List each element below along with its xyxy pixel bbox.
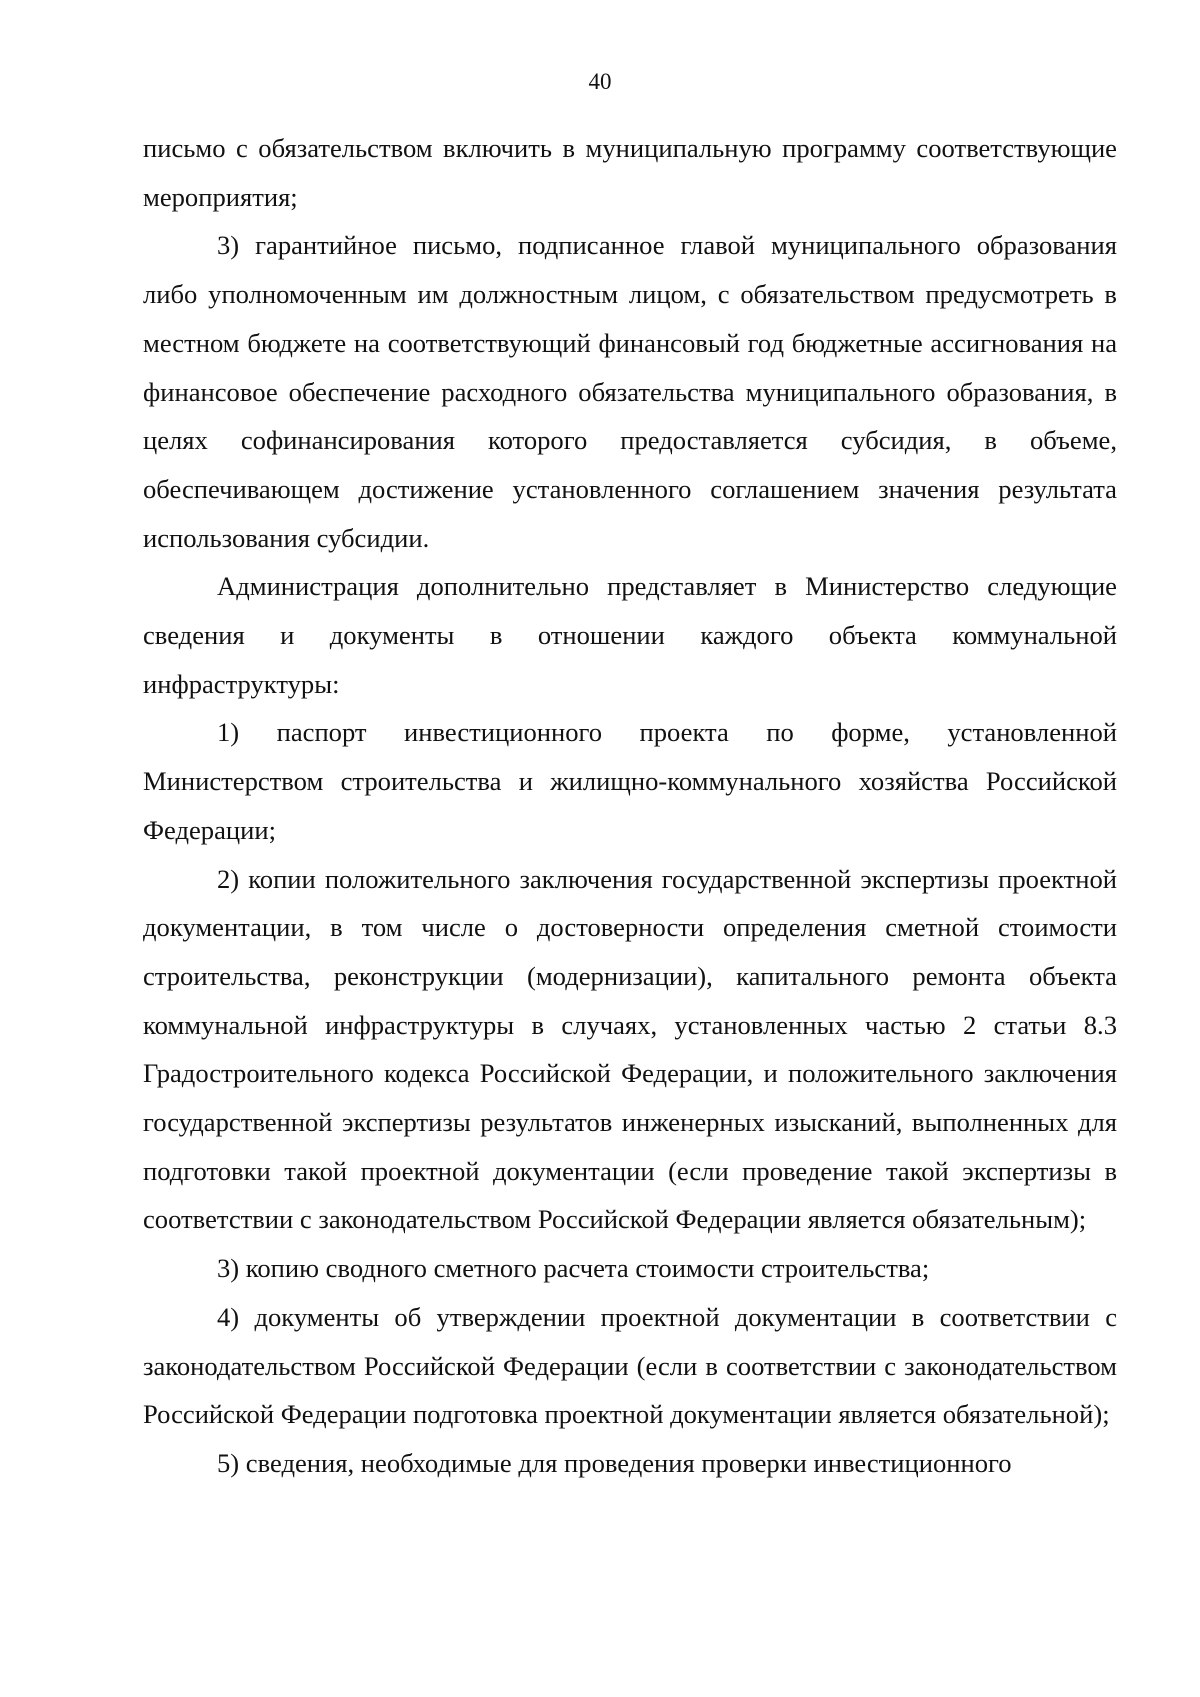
paragraph: 5) сведения, необходимые для проведения проверки инвестиционного — [217, 1447, 1012, 1478]
page-number: 40 — [588, 69, 612, 94]
paragraph: письмо с обязательством включить в муниципальную программу соответствующие мероприятия; — [143, 133, 1117, 212]
document-body — [143, 124, 1117, 1488]
paragraph: 3) копию сводного сметного расчета стоимости строительства; — [217, 1253, 930, 1284]
paragraph: 2) копии положительного заключения государственной экспертизы проектной документации, в том числе о достоверности определения сметной стоимости строительства, реконструкции (модернизации), капитального ремонта объекта коммунальной инфраструктуры в случаях, установленных частью 2 статьи 8.3 Градостроительного кодекса Российской Федерации, и положительного заключения государственной экспертизы результатов инженерных изысканий, выполненных для подготовки такой проектной документации (если проведение такой экспертизы в соответствии с законодательством Российской Федерации является обязательным); — [143, 863, 1117, 1235]
paragraph: 1) паспорт инвестиционного проекта по форме, установленной Министерством строительства и жилищно-коммунального хозяйства Российской Федерации; — [143, 717, 1117, 845]
paragraph: Администрация дополнительно представляет в Министерство следующие сведения и документы в отношении каждого объекта коммунальной инфраструктуры: — [143, 571, 1117, 699]
paragraph: 3) гарантийное письмо, подписанное главой муниципального образования либо уполномоченным им должностным лицом, с обязательством предусмотреть в местном бюджете на соответствующий финансовый год бюджетные ассигнования на финансовое обеспечение расходного обязательства муниципального образования, в целях софинансирования которого предоставляется субсидия, в объеме, обеспечивающем достижение установленного соглашением значения результата использования субсидии. — [143, 230, 1117, 553]
paragraph: 4) документы об утверждении проектной документации в соответствии с законодательством Российской Федерации (если в соответствии с законодательством Российской Федерации подготовка проектной документации является обязательной); — [143, 1301, 1117, 1430]
